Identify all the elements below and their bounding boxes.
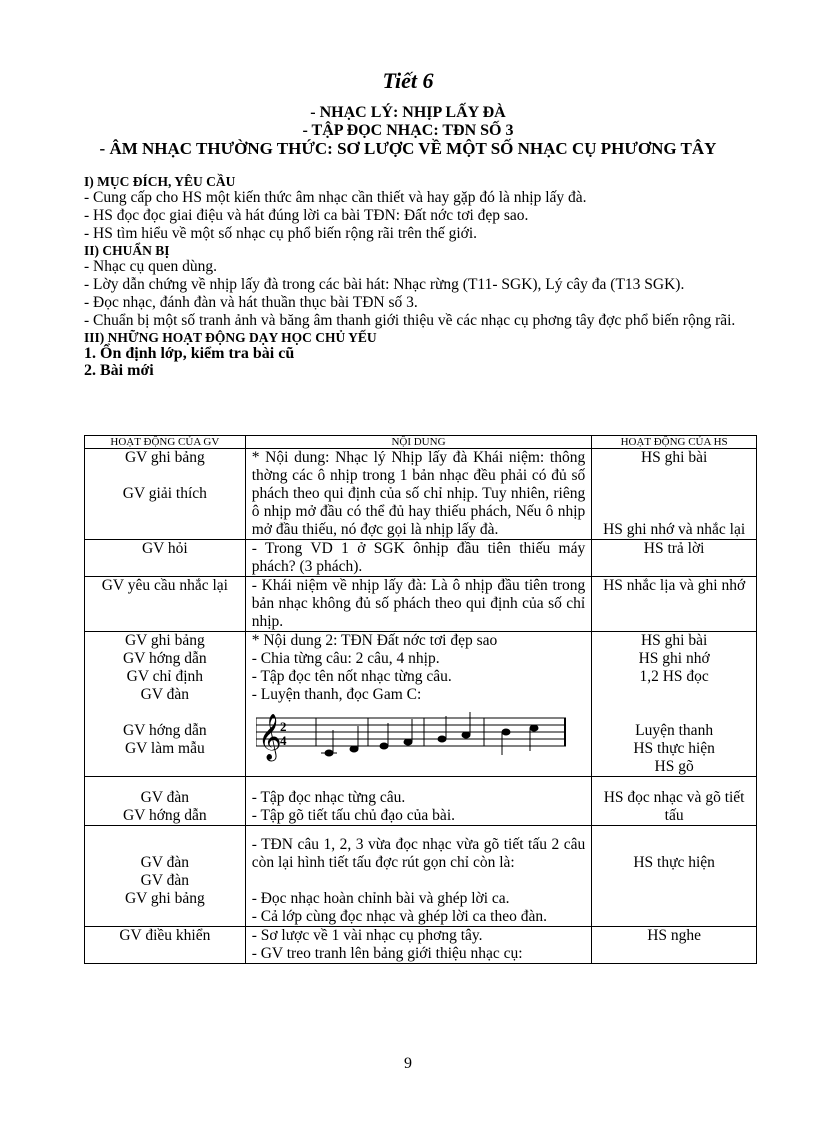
section-2-item: - Đọc nhạc, đánh đàn và hát thuần thục bài TĐN số 3. [84, 294, 418, 311]
section-2-item: - Nhạc cụ quen dùng. [84, 258, 217, 275]
section-1-item: - Cung cấp cho HS một kiến thức âm nhạc cần thiết và hay gặp đó là nhịp lấy đà. [84, 189, 587, 206]
treble-clef-icon: 𝄞 [257, 714, 282, 760]
gv-cell: GV ghi bảng GV hớng dẫn GV chỉ định GV đàn GV hớng dẫn GV làm mẫu [85, 632, 246, 777]
hs-cell: HS trả lời [592, 540, 757, 577]
section-1-item: - HS đọc đọc giai điệu và hát đúng lời ca bài TĐN: Đất nớc tơi đẹp sao. [84, 207, 529, 224]
header-content: NỘI DUNG [245, 436, 592, 449]
content-cell: * Nội dung 2: TĐN Đất nớc tơi đẹp sao - Chia từng câu: 2 câu, 4 nhịp. - Tập đọc tên nốt nhạc từng câu. - Luyện thanh, đọc Gam C: 𝄞 2 4 [245, 632, 592, 777]
note-e [380, 743, 388, 749]
section-3-sub-2: 2. Bài mới [84, 362, 154, 379]
section-2-item: - Lờy dẫn chứng về nhịp lấy đà trong các bài hát: Nhạc rừng (T11- SGK), Lý cây đa (T13 SGK). [84, 276, 685, 293]
gv-cell: GV điều khiển [85, 927, 246, 964]
table-row [85, 632, 757, 777]
note-f [404, 739, 412, 745]
lesson-headings [0, 104, 816, 158]
gv-cell: GV đàn GV hớng dẫn [85, 777, 246, 826]
section-3-sub-1: 1. Ổn định lớp, kiểm tra bài cũ [84, 345, 295, 362]
activity-table [84, 435, 757, 964]
table-row [85, 449, 757, 540]
section-3-title: III) NHỮNG HOẠT ĐỘNG DẠY HỌC CHỦ YẾU [84, 330, 377, 345]
gv-cell: GV hỏi [85, 540, 246, 577]
note-g [438, 736, 446, 742]
heading-3: - ÂM NHẠC THƯỜNG THỨC: SƠ LƯỢC VỀ MỘT SỐ NHẠC CỤ PHƯƠNG TÂY [99, 139, 717, 158]
header-hs: HOẠT ĐỘNG CỦA HS [592, 436, 757, 449]
heading-2: - TẬP ĐỌC NHẠC: TĐN SỐ 3 [302, 122, 514, 139]
hs-cell: HS nghe [592, 927, 757, 964]
music-staff [256, 708, 566, 766]
table-header-row [85, 436, 757, 449]
time-sig-bottom: 4 [279, 733, 287, 748]
content-cell: - TĐN câu 1, 2, 3 vừa đọc nhạc vừa gõ tiết tấu 2 câu còn lại hình tiết tấu đợc rút gọn chỉ còn là: - Đọc nhạc hoàn chỉnh bài và ghép lời ca. - Cả lớp cùng đọc nhạc và ghép lời ca theo đàn. [245, 826, 592, 927]
content-cell: - Tập đọc nhạc từng câu. - Tập gõ tiết tấu chủ đạo của bài. [245, 777, 592, 826]
page-title: Tiết 6 [382, 68, 434, 93]
table-row [85, 577, 757, 632]
hs-cell: HS ghi bài HS ghi nhớ 1,2 HS đọc Luyện thanh HS thực hiện HS gõ [592, 632, 757, 777]
time-sig-top: 2 [279, 719, 287, 734]
gv-cell: GV đàn GV đàn GV ghi bảng [85, 826, 246, 927]
note-c [325, 750, 333, 756]
hs-cell: HS thực hiện [592, 826, 757, 927]
hs-cell: HS nhắc lịa và ghi nhớ [592, 577, 757, 632]
hs-cell: HS đọc nhạc và gõ tiết tấu [592, 777, 757, 826]
note-b [502, 729, 510, 735]
page-number: 9 [404, 1055, 412, 1072]
content-cell: - Trong VD 1 ở SGK ônhịp đầu tiên thiếu máy phách? (3 phách). [245, 540, 592, 577]
section-2-title: II) CHUẨN BỊ [84, 243, 170, 258]
content-cell: - Khái niệm về nhịp lấy đà: Là ô nhịp đầu tiên trong bản nhạc không đủ số phách theo qui định của số chỉ nhịp. [245, 577, 592, 632]
hs-cell: HS ghi bài HS ghi nhớ và nhắc lại [592, 449, 757, 540]
note-d [350, 746, 358, 752]
table-row [85, 540, 757, 577]
table-row [85, 927, 757, 964]
lesson-body [84, 174, 744, 379]
section-1-title: I) MỤC ĐÍCH, YÊU CẦU [84, 174, 236, 189]
note-a [462, 732, 470, 738]
note-c-high [530, 725, 538, 731]
content-cell: * Nội dung: Nhạc lý Nhịp lấy đà Khái niệm: thông thờng các ô nhịp trong 1 bản nhạc đều phải có đủ số phách theo qui định của số chỉ nhịp. Tuy nhiên, riêng ô nhịp mở đầu có thể đủ hay thiếu phách, Nếu ô nhịp mở đầu thiếu, nó đợc gọi là nhịp lấy đà. [245, 449, 592, 540]
content-cell: - Sơ lược về 1 vài nhạc cụ phơng tây. - GV treo tranh lên bảng giới thiệu nhạc cụ: [245, 927, 592, 964]
heading-1: - NHẠC LÝ: NHỊP LẤY ĐÀ [310, 104, 506, 121]
section-1-item: - HS tìm hiểu về một số nhạc cụ phổ biến rộng rãi trên thế giới. [84, 225, 478, 242]
gv-cell: GV ghi bảng GV giải thích [85, 449, 246, 540]
section-2-item: - Chuẩn bị một số tranh ảnh và băng âm thanh giới thiệu về các nhạc cụ phơng tây đợc phổ biến rộng rãi. [84, 312, 736, 329]
table-row [85, 777, 757, 826]
header-gv: HOẠT ĐỘNG CỦA GV [85, 436, 246, 449]
gv-cell: GV yêu cầu nhắc lại [85, 577, 246, 632]
table-row [85, 826, 757, 927]
